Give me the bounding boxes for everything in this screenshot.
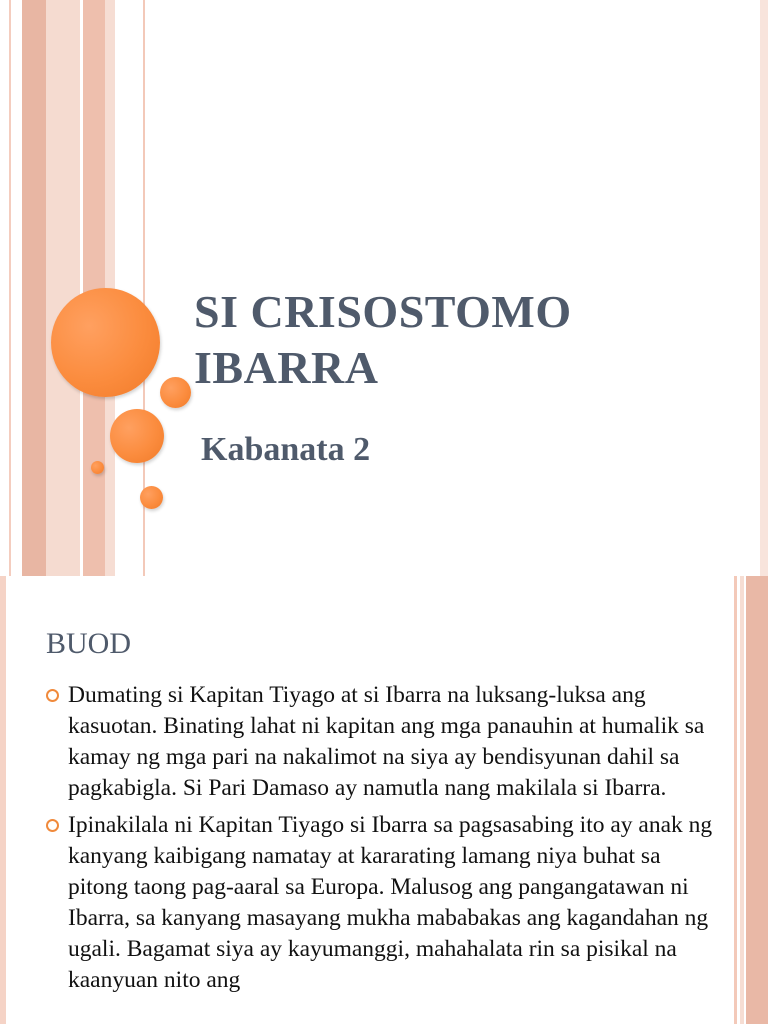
decorative-stripe [46,0,80,576]
decorative-stripe [734,576,737,1024]
section-heading: BUOD [46,627,132,660]
bullet-list [46,680,718,1002]
decorative-stripe [22,0,46,576]
slide-title [194,284,572,396]
bullet-text: Ipinakilala ni Kapitan Tiyago si Ibarra sa pagsasabing ito ay anak ng kanyang kaibigang namatay at kararating lamang niya buhat sa pitong taong pag-aaral sa Europa. Malusog ang pangangatawan ni Ibarra, sa kanyang masayang mukha mababakas ang kagandahan ng ugali. Bagamat siya ay kayumanggi, mahahalata rin sa pisikal na kaanyuan nito ang [68,812,713,993]
decorative-circle [91,461,104,474]
decorative-stripe [9,0,11,576]
bullet-item [46,680,718,804]
decorative-stripe [0,576,6,1024]
decorative-circle [160,377,191,408]
slide-title-line-2: IBARRA [194,342,379,393]
bullet-text: Dumating si Kapitan Tiyago at si Ibarra na luksang-luksa ang kasuotan. Binating lahat ni kapitan ang mga panauhin at humalik sa kamay ng mga pari na nakalimot na siya ay bendisyunan dahil sa pagkabigla. Si Pari Damaso ay namutla nang makilala si Ibarra. [68,682,705,801]
decorative-stripe [760,0,768,576]
slide-title-line-1: SI CRISOSTOMO [194,286,572,337]
bullet-item [46,810,718,996]
decorative-circle [110,409,164,463]
decorative-circle [51,288,160,397]
ring-bullet-icon [46,819,59,832]
ring-bullet-icon [46,689,59,702]
decorative-circle [140,486,163,509]
content-slide [0,576,768,1024]
slide-subtitle: Kabanata 2 [201,431,371,468]
decorative-stripe [746,576,768,1024]
decorative-stripe [740,576,744,1024]
